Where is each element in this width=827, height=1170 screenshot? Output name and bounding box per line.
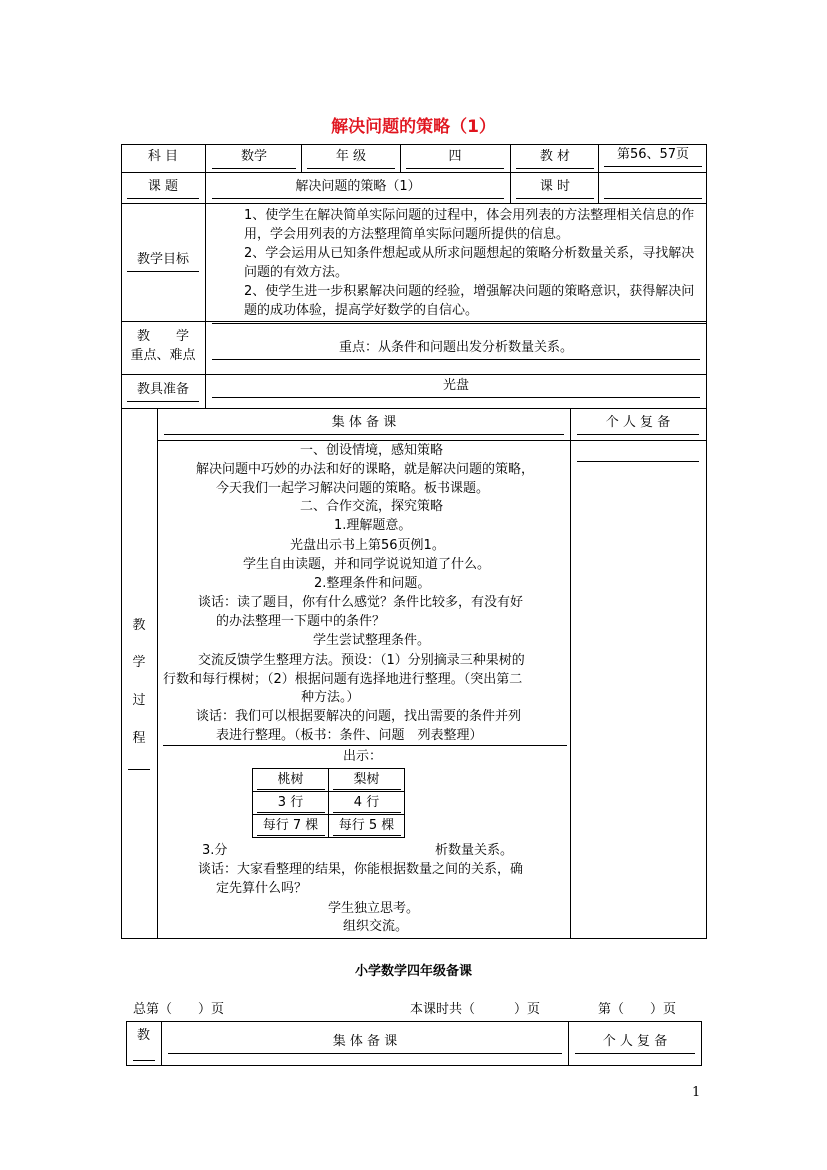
lesson-pages: 本课时共（ ）页 <box>410 1002 541 1017</box>
subject-value: 数学 <box>212 146 296 169</box>
cell-text: 每行 5 棵 <box>333 816 401 836</box>
personal-prep-header: 个 人 复 备 <box>577 412 699 435</box>
process-line: 3.分 <box>202 843 228 858</box>
table-border-top <box>126 1021 702 1022</box>
personal-prep-line <box>577 461 699 462</box>
table-cell <box>253 792 329 815</box>
process-label-char: 教 <box>132 618 146 633</box>
cell-text: 梨树 <box>333 770 401 790</box>
table-border-bottom <box>126 1065 702 1066</box>
goal-item <box>244 206 700 244</box>
goals-label: 教学目标 <box>127 249 199 272</box>
process-line: 解决问题中巧妙的办法和好的课略，就是解决问题的策略， <box>196 462 535 477</box>
group-prep-header: 集 体 备 课 <box>164 412 564 435</box>
process-line: 二、合作交流，探究策略 <box>300 499 444 514</box>
row-divider <box>121 203 707 204</box>
process-line: 的办法整理一下题中的条件？ <box>216 614 386 629</box>
process-divider <box>163 745 567 746</box>
underline <box>212 323 706 324</box>
total-page: 总第（ ）页 <box>133 1002 225 1017</box>
grade-label: 年 级 <box>307 146 395 169</box>
col-divider <box>157 408 158 939</box>
process-line: 谈话：大家看整理的结果，你能根据数量之间的关系，确 <box>198 862 524 877</box>
keypoints-text: 重点：从条件和问题出发分析数量关系。 <box>212 337 700 360</box>
table-border-left <box>121 144 122 939</box>
grade-value: 四 <box>406 146 504 169</box>
col-divider <box>510 144 511 204</box>
row-divider <box>121 172 707 173</box>
process-line: 析数量关系。 <box>435 843 514 858</box>
col-divider <box>161 1021 162 1066</box>
tools-label: 教具准备 <box>127 379 199 402</box>
process-line: 一、创设情境，感知策略 <box>300 443 444 458</box>
process-line: 组织交流。 <box>343 919 409 934</box>
goal-text-3: 2、使学生进一步积累解决问题的经验，增强解决问题的策略意识，获得解决问题的成功体验，提高学好数学的自信心。 <box>244 284 695 318</box>
goal-item <box>244 244 700 282</box>
table-border-right <box>701 1021 702 1066</box>
table-border-right <box>706 144 707 939</box>
process-label-char: 过 <box>132 693 146 708</box>
process-line: 表进行整理。（板书：条件、问题 列表整理） <box>216 728 483 743</box>
process-line: 交流反馈学生整理方法。预设：（1）分别摘录三种果树的 <box>198 653 525 668</box>
textbook-label: 教 材 <box>516 146 594 169</box>
col-divider <box>568 1021 569 1066</box>
process-line: 2.整理条件和问题。 <box>314 576 431 591</box>
goal-text-1: 1、使学生在解决简单实际问题的过程中，体会用列表的方法整理相关信息的作用，学会用列表的方法整理简单实际问题所提供的信息。 <box>244 208 695 242</box>
process-line: 今天我们一起学习解决问题的策略。板书课题。 <box>216 481 490 496</box>
col-divider <box>301 144 302 173</box>
row-divider <box>121 321 707 322</box>
process-line: 种方法。） <box>301 690 360 705</box>
next-label: 教 <box>136 1028 150 1043</box>
fruit-table <box>252 768 405 838</box>
course-title: 小学数学四年级备课 <box>354 964 472 979</box>
keypoints-label-2: 重点、难点 <box>130 348 196 363</box>
cell-text: 每行 7 棵 <box>257 816 325 836</box>
next-label-underline <box>133 1060 155 1061</box>
process-line: 谈话：读了题目，你有什么感觉？条件比较多，有没有好 <box>198 595 524 610</box>
topic-label: 课 题 <box>127 176 199 199</box>
subject-label: 科 目 <box>147 149 179 164</box>
row-divider <box>121 408 707 409</box>
table-row <box>253 769 405 792</box>
page-number: 1 <box>692 1085 701 1100</box>
process-line: 谈话：我们可以根据要解决的问题，找出需要的条件并列 <box>196 709 522 724</box>
process-line: 光盘出示书上第56页例1。 <box>290 538 445 553</box>
process-line: 学生独立思考。 <box>328 901 420 916</box>
hours-value <box>604 176 702 199</box>
document-title: 解决问题的策略（1） <box>331 117 496 137</box>
col-divider <box>570 408 571 939</box>
keypoints-label-1: 教 学 <box>136 329 189 344</box>
cell-text: 4 行 <box>333 793 401 813</box>
table-row <box>253 792 405 815</box>
page-no: 第（ ）页 <box>598 1002 677 1017</box>
process-label-underline <box>128 769 150 770</box>
process-label-char: 学 <box>132 655 146 670</box>
next-group-header: 集 体 备 课 <box>168 1031 562 1054</box>
table-cell <box>329 769 405 792</box>
table-cell <box>329 792 405 815</box>
topic-value: 解决问题的策略（1） <box>212 176 504 199</box>
hours-label: 课 时 <box>516 176 594 199</box>
table-row <box>253 815 405 838</box>
col-divider <box>400 144 401 173</box>
goal-text-2: 2、学会运用从已知条件想起或从所求问题想起的策略分析数量关系，寻找解决问题的有效方法。 <box>244 246 695 280</box>
next-personal-header: 个 人 复 备 <box>575 1031 695 1054</box>
cell-text: 桃树 <box>257 770 325 790</box>
cell-text: 3 行 <box>257 793 325 813</box>
table-cell <box>253 769 329 792</box>
goal-item <box>244 282 700 320</box>
process-line: 学生尝试整理条件。 <box>313 633 431 648</box>
table-cell <box>253 815 329 838</box>
table-border-bottom <box>121 938 707 939</box>
process-line: 学生自由读题，并和同学说说知道了什么。 <box>243 557 491 572</box>
process-label-char: 程 <box>132 731 146 746</box>
col-divider <box>598 144 599 204</box>
process-line: 行数和每行棵树；（2）根据问题有选择地进行整理。（突出第二 <box>163 672 523 687</box>
table-cell <box>329 815 405 838</box>
process-line: 出示： <box>343 749 383 764</box>
process-line: 1.理解题意。 <box>334 518 412 533</box>
textbook-value: 第56、57页 <box>604 144 702 167</box>
process-line: 定先算什么吗？ <box>216 881 308 896</box>
tools-text: 光盘 <box>212 375 700 398</box>
